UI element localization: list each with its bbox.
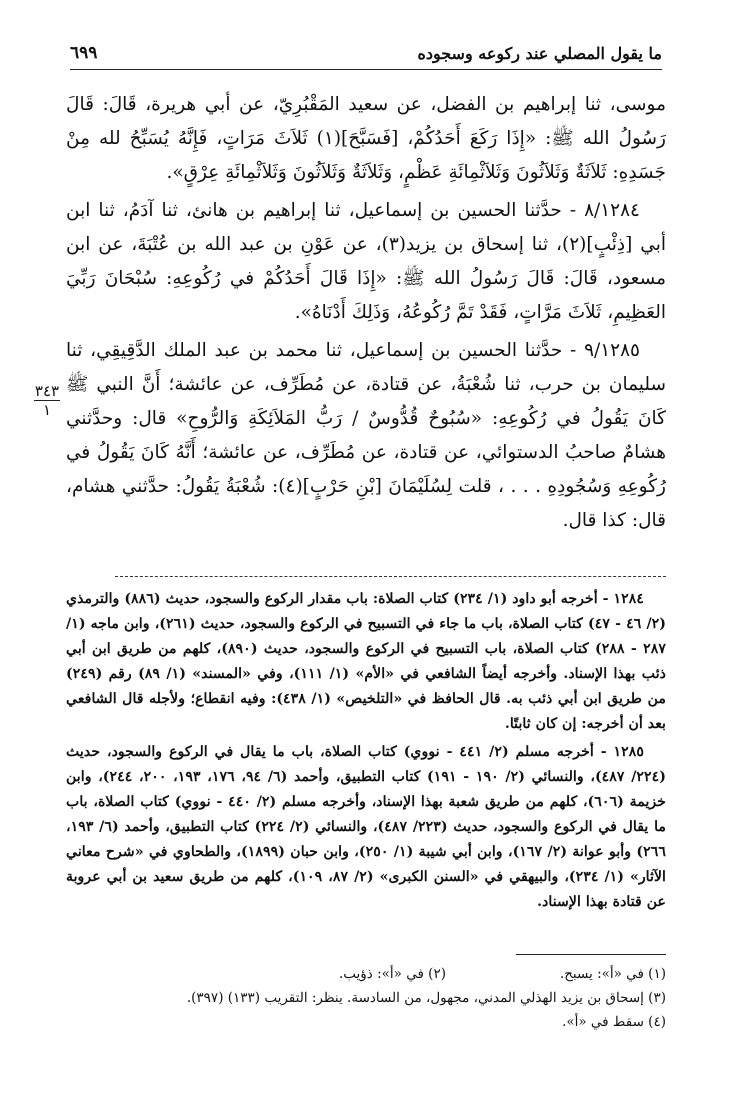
margin-reference xyxy=(30,383,64,418)
chapter-title: ما يقول المصلي عند ركوعه وسجوده xyxy=(417,44,662,63)
footnote: (٤) سقط في «أ». xyxy=(562,1014,666,1030)
takhrij-notes xyxy=(66,587,666,918)
footnotes xyxy=(66,962,666,1034)
footnote-row xyxy=(66,962,666,986)
running-header xyxy=(70,40,662,70)
footnote: (٢) في «أ»: ذؤيب. xyxy=(338,966,446,982)
hadith-paragraph: ٩/١٢٨٥ - حدَّثنا الحسين بن إسماعيل، ثنا محمد بن عبد الملك الدَّقِيقِي، ثنا سليمان بن حرب، ثنا شُعْبَةُ، عن قتادة، عن مُطَرِّف، عن عائشة؛ أَنَّ النبي ﷺ كَانَ يَقُولُ في رُكُوعِهِ: «سُبُوحٌ قُدُّوسٌ / رَبُّ المَلاَئِكَةِ وَالرُّوحِ» قال: وحدَّثني هشامٌ صاحبُ الدستوائي، عن قتادة، عن مُطَرِّف، عن عائشة؛ أَنَّهُ كَانَ يَقُولُ في رُكُوعِهِ وَسُجُودِهِ . . . ، قلت لِسُلَيْمَانَ [بْنِ حَرْبٍ](٤): شُعْبَةُ يَقُولُ: حدَّثني هشام، قال: كذا قال. xyxy=(66,340,666,531)
footnote-rule xyxy=(516,954,666,955)
main-text xyxy=(66,88,666,542)
page-number: ٦٩٩ xyxy=(70,43,98,63)
hadith-paragraph: موسى، ثنا إبراهيم بن الفضل، عن سعيد المَقْبُرِيّ، عن أبي هريرة، قَالَ: قَالَ رَسُولُ الله ﷺ: «إِذَا رَكَعَ أَحَدُكُمْ، [فَسَبَّحَ](١) ثَلاَثَ مَرَاتٍ، فَإِنَّهُ يُسَبِّحُ لله مِنْ جَسَدِهِ: ثَلاَثَةٌ وَثَلاَثُونَ وَثَلاَثْمِائَةِ عَظْمٍ، وَثَلاَثَةٌ وَثَلاَثُونَ وَثَلاَثْمِائَةِ عِرْقٍ». xyxy=(66,94,666,183)
dashed-separator xyxy=(115,576,666,577)
margin-reference-bottom: ١ xyxy=(42,401,52,419)
hadith-paragraph: ٨/١٢٨٤ - حدَّثنا الحسين بن إسماعيل، ثنا إبراهيم بن هانئ، ثنا آدَمُ، ثنا ابن أبي [ذِئْبٍ](٢)، ثنا إسحاق بن يزيد(٣)، عن عَوْنِ بن عبد الله بن عُتْبَةَ، عن ابن مسعود، قَالَ: قَالَ رَسُولُ الله ﷺ: «إِذَا قَالَ أَحَدُكُمْ في رُكُوعِهِ: سُبْحَانَ رَبِّيَ العَظِيمِ، ثَلاَثَ مَرَّاتٍ، فَقَدْ تَمَّ رُكُوعُهُ، وَذَلِكَ أَدْنَاهُ». xyxy=(66,200,666,323)
takhrij-note: ١٢٨٥ - أخرجه مسلم (٢/ ٤٤١ - نووي) كتاب الصلاة، باب ما يقال في الركوع والسجود، حديث (٢٢٤/ ٤٨٧)، والنسائي (٢/ ١٩٠ - ١٩١) كتاب التطبيق، وأحمد (٦/ ٩٤، ١٧٦، ١٩٣، ٢٠٠، ٢٤٤)، وابن خزيمة (٦٠٦)، كلهم من طريق شعبة بهذا الإسناد، وأخرجه مسلم (٢/ ٤٤٠ - نووي) كتاب الصلاة، باب ما يقال في الركوع والسجود، حديث (٢٢٣/ ٤٨٧)، والنسائي (٢/ ٢٢٤) كتاب التطبيق، وأحمد (٦/ ١٩٣، ٢٦٦) وأبو عوانة (٢/ ١٦٧)، وابن أبي شيبة (١/ ٢٥٠)، وابن حبان (١٨٩٩)، والطحاوي في «شرح معاني الآثار» (١/ ٢٣٤)، والبيهقي في «السنن الكبرى» (٢/ ٨٧، ١٠٩)، كلهم من طريق سعيد بن أبي عروبة عن قتادة بهذا الإسناد. xyxy=(66,744,667,910)
takhrij-note: ١٢٨٤ - أخرجه أبو داود (١/ ٢٣٤) كتاب الصلاة: باب مقدار الركوع والسجود، حديث (٨٨٦) والترمذي (٢/ ٤٦ - ٤٧) كتاب الصلاة، باب ما جاء في التسبيح في الركوع والسجود، حديث (٢٦١)، وابن ماجه (١/ ٢٨٧ - ٢٨٨) كتاب الصلاة، باب التسبيح في الركوع والسجود، حديث (٨٩٠)، كلهم من طريق ابن أبي ذئب بهذا الإسناد. وأخرجه أيضاً الشافعي في «الأم» (١/ ١١١)، وفي «المسند» (١/ ٨٩) رقم (٢٤٩) من طريق ابن أبي ذئب به. قال الحافظ في «التلخيص» (١/ ٤٣٨): وفيه انقطاع؛ ولأجله قال الشافعي بعد أن أخرجه: إن كان ثابتًا. xyxy=(66,591,666,732)
footnote: (٣) إسحاق بن يزيد الهذلي المدني، مجهول، من السادسة. ينظر: التقريب (١٣٣) (٣٩٧). xyxy=(186,990,666,1006)
margin-reference-top: ٣٤٣ xyxy=(34,382,60,400)
footnote: (١) في «أ»: يسبح. xyxy=(559,966,666,982)
